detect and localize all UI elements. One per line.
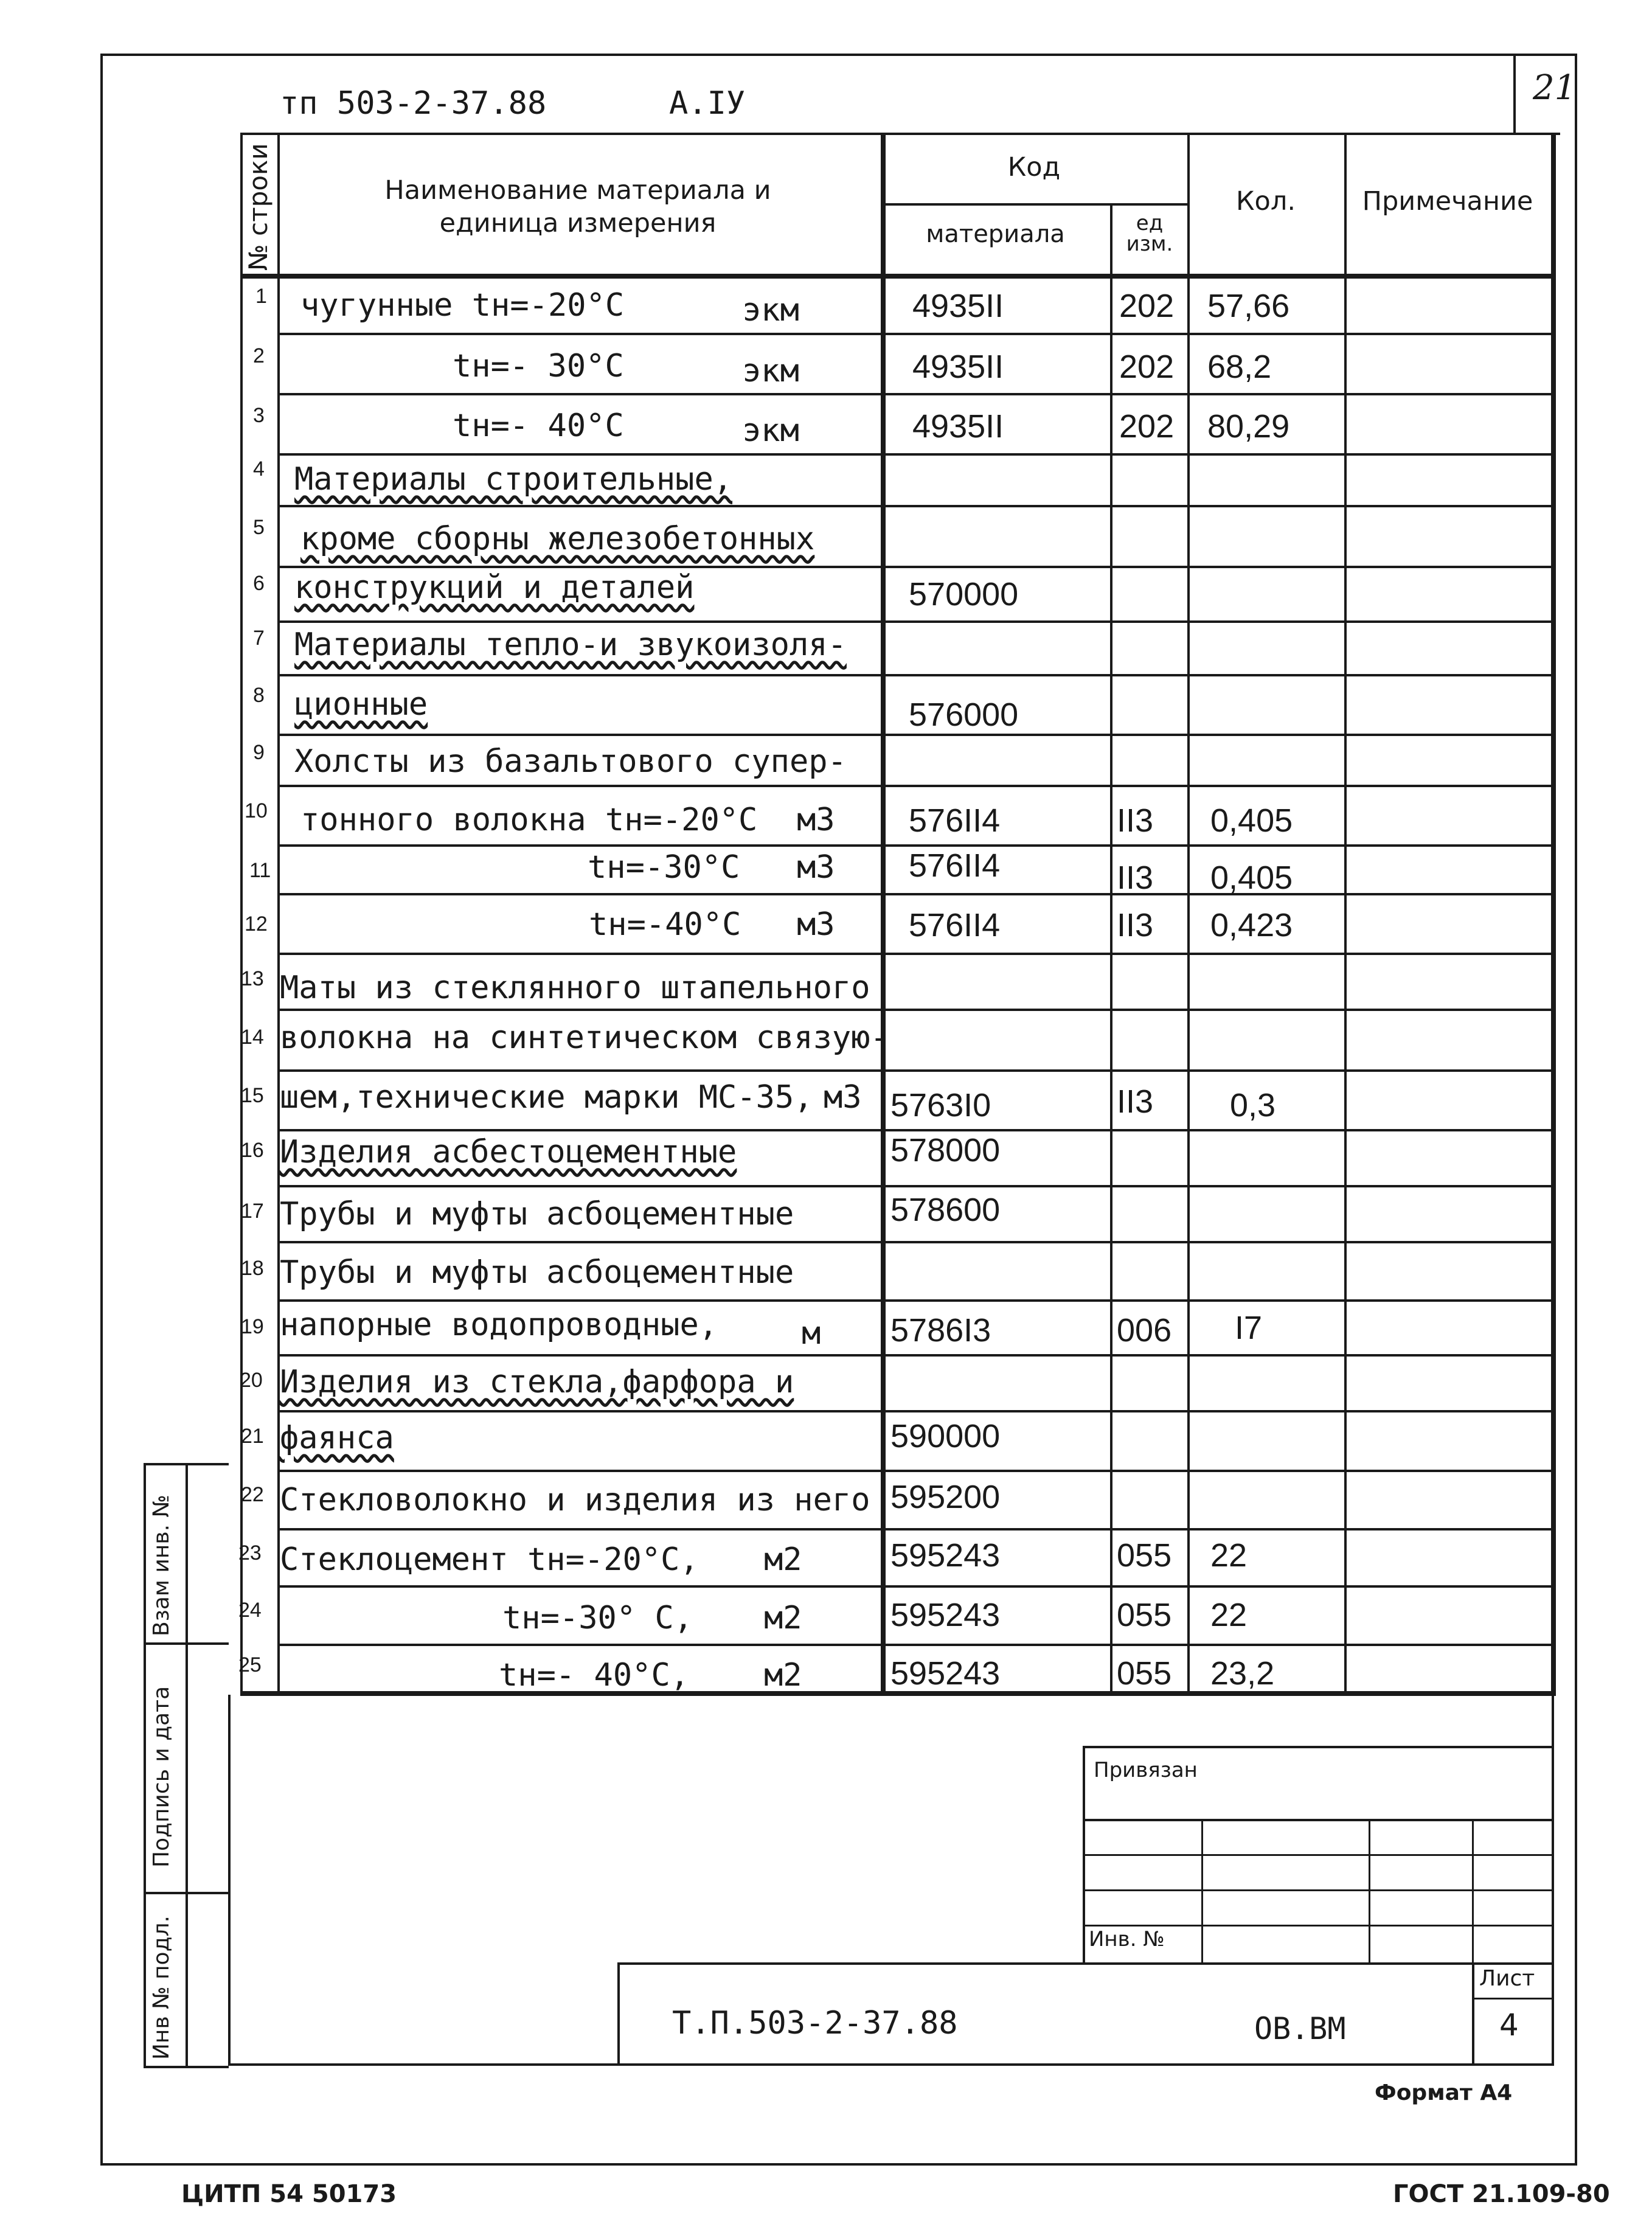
row-number: 11 (249, 859, 271, 882)
row-number: 13 (241, 967, 264, 990)
unit: м2 (764, 1541, 802, 1578)
unit: м3 (824, 1079, 862, 1116)
row-sep (277, 1644, 1552, 1646)
side-stamp-bottom (144, 2066, 229, 2068)
unit-code: II3 (1117, 907, 1154, 943)
row-sep (277, 1009, 1552, 1011)
sheet-number: 21 (1533, 68, 1577, 108)
quantity: 23,2 (1210, 1655, 1275, 1692)
material-code: 576II4 (909, 907, 1001, 943)
material-name: Материалы строительные, (294, 461, 733, 498)
material-name: напорные водопроводные, (280, 1307, 718, 1343)
material-code: 4935II (912, 408, 1004, 445)
side-stamp-left (144, 1463, 146, 2066)
col-header-code: Код (1007, 152, 1061, 182)
unit: м3 (797, 802, 835, 838)
material-name: шем,технические марки МС-35, (280, 1079, 813, 1116)
side-stamp-inv-podl: Инв № подл. (149, 1916, 174, 2060)
material-code: 578000 (890, 1132, 1001, 1169)
row-number: 8 (253, 684, 265, 707)
quantity: 0,3 (1230, 1087, 1276, 1124)
row-number: 17 (241, 1200, 264, 1223)
material-name: фаянса (280, 1420, 394, 1456)
col-header-qty: Кол. (1236, 186, 1296, 217)
unit: экм (742, 292, 799, 328)
material-name: Материалы тепло-и звукоизоля- (294, 627, 847, 663)
row-sep (277, 1069, 1552, 1072)
material-name: Маты из стеклянного штапельного (280, 970, 870, 1006)
footer-left: ЦИТП 54 50173 (181, 2180, 397, 2208)
row-number: 3 (253, 404, 265, 427)
row-number: 10 (245, 799, 268, 822)
material-code: 4935II (912, 349, 1004, 385)
col-divider-name (881, 133, 886, 1691)
row-sep (277, 893, 1552, 895)
title-mark: ОВ.ВМ (1254, 2011, 1346, 2046)
row-sep (277, 1410, 1552, 1412)
material-name: tн=-30°С (588, 849, 740, 886)
side-stamp-mid (186, 1463, 188, 2066)
table-right-line (1551, 133, 1556, 1696)
col-header-code-material: материала (926, 220, 1065, 248)
material-code: 595243 (890, 1537, 1001, 1574)
material-name: Изделия из стекла,фарфора и (280, 1364, 794, 1400)
material-name: tн=-30° С, (502, 1600, 693, 1636)
material-code: 595200 (890, 1479, 1001, 1515)
side-stamp-vzam: Взам инв. № (149, 1495, 174, 1636)
unit-code: 202 (1119, 408, 1175, 445)
row-number: 1 (255, 285, 267, 308)
row-sep (277, 1185, 1552, 1187)
row-sep (277, 953, 1552, 955)
unit: м2 (764, 1600, 802, 1636)
unit-code: II3 (1117, 860, 1154, 896)
row-sep (277, 453, 1552, 456)
material-name: tн=- 30°С (453, 348, 624, 384)
row-sep (277, 785, 1552, 787)
header-album: А.IУ (669, 85, 746, 122)
privyazan-top (1083, 1746, 1554, 1748)
side-stamp-top (144, 1463, 229, 1465)
unit-code: II3 (1117, 802, 1154, 839)
material-code: 5786I3 (890, 1312, 991, 1349)
privyazan-line (1083, 1889, 1554, 1891)
quantity: 0,423 (1210, 907, 1293, 943)
row-sep (277, 1585, 1552, 1588)
sheet-number-divider (1513, 54, 1516, 134)
unit-code: 055 (1117, 1655, 1172, 1692)
material-name: Холсты из базальтового супер- (294, 743, 847, 780)
material-name: тонного волокна tн=-20°С (300, 802, 758, 838)
row-sep (277, 1528, 1552, 1530)
row-number: 4 (253, 457, 265, 481)
row-number: 6 (253, 572, 265, 595)
material-name: кроме сборны железобетонных (300, 521, 815, 557)
material-name: конструкций и деталей (294, 569, 695, 606)
footer-right: ГОСТ 21.109-80 (1393, 2180, 1610, 2208)
row-number: 9 (253, 741, 265, 764)
row-number: 18 (241, 1257, 264, 1280)
row-number: 14 (241, 1026, 264, 1049)
header-doc-code: тп 503-2-37.88 (280, 85, 547, 122)
unit: м3 (797, 849, 835, 886)
row-number: 16 (241, 1139, 264, 1162)
material-name: tн=- 40°С, (499, 1657, 690, 1694)
privyazan-col (1369, 1819, 1370, 1964)
material-code: 576II4 (909, 802, 1001, 839)
privyazan-line (1083, 1819, 1554, 1821)
unit: м (802, 1315, 821, 1352)
material-name: tн=- 40°С (453, 408, 624, 444)
unit-code: 202 (1119, 349, 1175, 385)
row-sep (277, 333, 1552, 335)
quantity: 68,2 (1207, 349, 1272, 385)
material-name: tн=-40°С (589, 906, 741, 943)
quantity: I7 (1235, 1310, 1263, 1346)
row-sep (277, 734, 1552, 736)
quantity: 57,66 (1207, 288, 1290, 324)
unit-code: 202 (1119, 288, 1175, 324)
material-name: Изделия асбестоцементные (280, 1134, 737, 1170)
unit: м3 (797, 906, 835, 943)
col-header-note: Примечание (1362, 186, 1533, 217)
row-number: 5 (253, 516, 265, 539)
quantity: 22 (1210, 1597, 1248, 1633)
unit-code: 055 (1117, 1537, 1172, 1574)
row-number: 19 (241, 1315, 264, 1338)
material-code: 595243 (890, 1597, 1001, 1633)
material-name: Трубы и муфты асбоцементные (280, 1254, 794, 1291)
row-sep (277, 393, 1552, 395)
row-number: 7 (253, 627, 265, 650)
col-header-code-unit: ед изм. (1126, 211, 1173, 256)
row-number: 12 (245, 912, 268, 936)
material-code: 595243 (890, 1655, 1001, 1692)
material-name: Стеклоцемент tн=-20°С, (280, 1541, 699, 1578)
material-name: Трубы и муфты асбоцементные (280, 1196, 794, 1232)
row-sep (277, 1354, 1552, 1357)
row-sep (277, 674, 1552, 676)
row-number: 2 (253, 344, 265, 367)
side-stamp-podpis: Подпись и дата (149, 1686, 174, 1867)
side-stamp-sep1 (144, 1642, 229, 1645)
col-divider-code (1110, 203, 1112, 1691)
table-top-line (240, 133, 1560, 135)
material-code: 5763I0 (890, 1087, 991, 1124)
title-block-list-divider (1472, 1962, 1474, 2066)
privyazan-col (1201, 1819, 1203, 1964)
format-label: Формат А4 (1375, 2080, 1513, 2105)
quantity: 0,405 (1210, 860, 1293, 896)
title-doc-code: Т.П.503-2-37.88 (672, 2005, 958, 2041)
material-code: 4935II (912, 288, 1004, 324)
side-stamp-sep2 (144, 1892, 229, 1894)
quantity: 0,405 (1210, 802, 1293, 839)
privyazan-label: Привязан (1094, 1758, 1198, 1782)
unit: м2 (764, 1657, 802, 1694)
material-code: 576II4 (909, 847, 1001, 884)
row-sep (277, 1299, 1552, 1302)
col-divider-rowno (277, 133, 280, 1691)
header-bottom-line (240, 274, 1556, 279)
privyazan-col (1472, 1819, 1474, 1964)
inv-no-label: Инв. № (1089, 1927, 1165, 1951)
material-code: 576000 (909, 697, 1019, 733)
row-sep (277, 620, 1552, 623)
row-sep (277, 505, 1552, 507)
row-number: 20 (240, 1369, 263, 1392)
row-number: 15 (241, 1084, 264, 1107)
quantity: 22 (1210, 1537, 1248, 1574)
row-number: 22 (241, 1483, 264, 1506)
unit: экм (742, 412, 799, 449)
material-name: ционные (294, 686, 428, 723)
title-block-top (617, 1962, 1554, 1965)
title-block-left (617, 1962, 620, 2066)
privyazan-line (1083, 1854, 1554, 1856)
material-code: 570000 (909, 576, 1019, 613)
unit-code: 055 (1117, 1597, 1172, 1633)
list-label: Лист (1479, 1966, 1535, 1991)
unit: экм (742, 353, 799, 389)
row-sep (277, 1470, 1552, 1472)
material-name: Стекловолокно и изделия из него (280, 1482, 870, 1518)
code-header-split (881, 203, 1187, 206)
row-sep (277, 566, 1552, 568)
material-name: волокна на синтетическом связую- (280, 1020, 889, 1056)
col-divider-qty (1344, 133, 1347, 1691)
material-name: чугунные tн=-20°С (300, 287, 625, 324)
table-left-line (240, 133, 243, 1696)
quantity: 80,29 (1207, 408, 1290, 445)
row-number: 21 (241, 1425, 264, 1448)
row-number: 24 (238, 1599, 262, 1622)
material-code: 578600 (890, 1192, 1001, 1228)
row-sep (277, 1241, 1552, 1243)
col-divider-unit (1187, 133, 1190, 1691)
privyazan-line (1083, 1925, 1554, 1926)
row-number: 25 (238, 1653, 262, 1676)
title-block-list-line (1472, 1998, 1554, 1999)
unit-code: II3 (1117, 1083, 1154, 1120)
col-header-row-no: № строки (243, 143, 273, 271)
list-number: 4 (1499, 2007, 1519, 2043)
material-code: 590000 (890, 1418, 1001, 1454)
row-number: 23 (238, 1541, 262, 1565)
col-header-name: Наименование материала и единица измерения (384, 175, 771, 238)
unit-code: 006 (1117, 1312, 1172, 1349)
